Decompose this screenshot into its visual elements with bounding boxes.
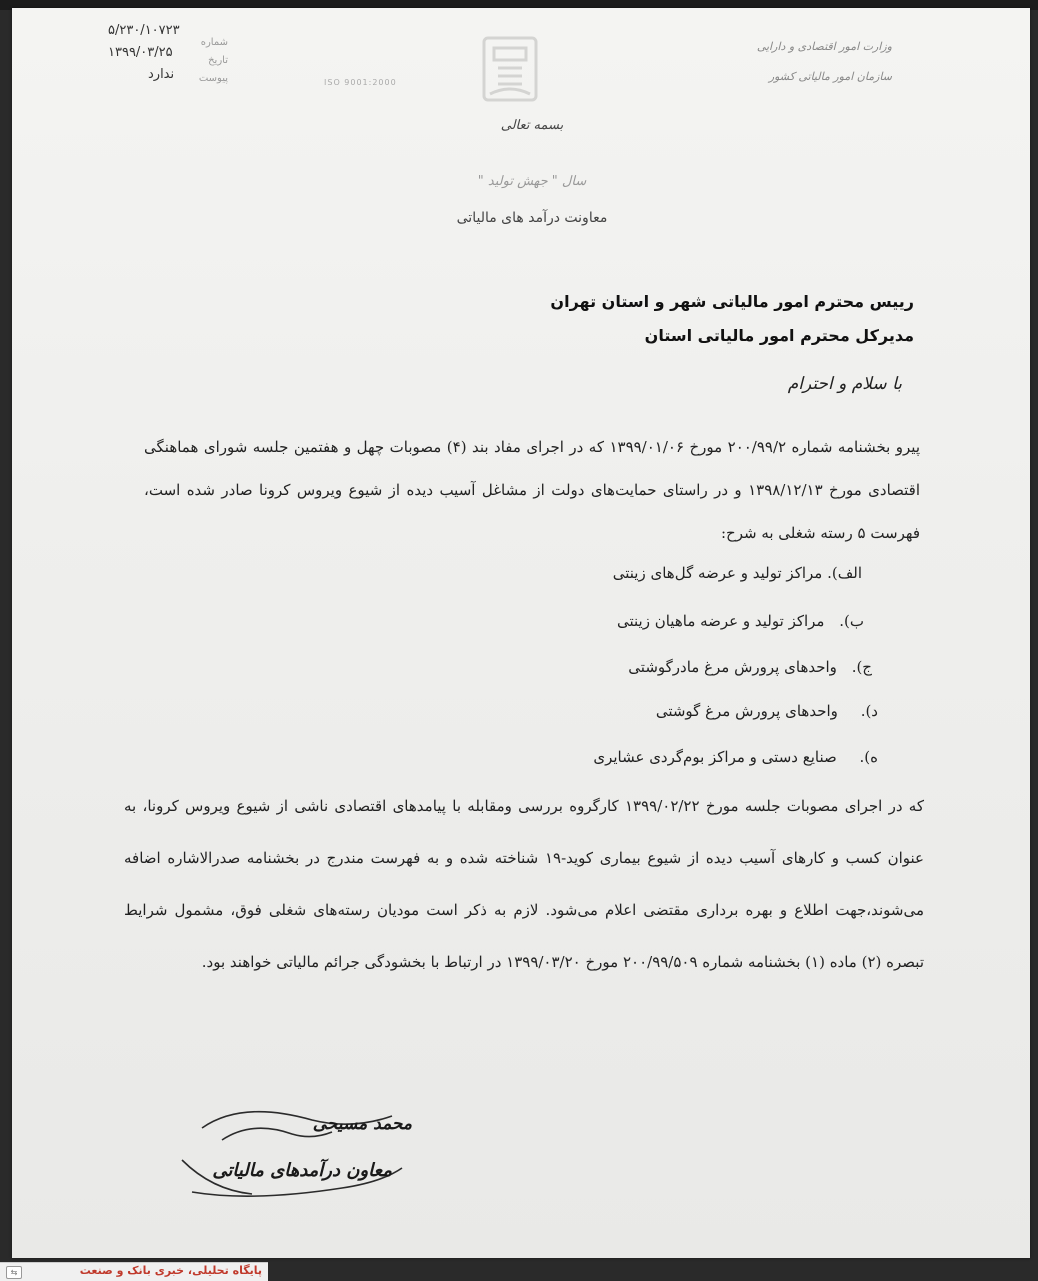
invocation: بسمه تعالی [500, 118, 564, 133]
letter-page [12, 8, 1030, 1258]
list-text: صنایع دستی و مراکز بوم‌گردی عشایری [593, 748, 837, 766]
list-item [552, 702, 878, 720]
emblem-icon [474, 28, 546, 108]
letter-attachment: ندارد [148, 67, 175, 82]
greeting: با سلام و احترام [787, 374, 902, 394]
list-marker: ب). [839, 612, 864, 630]
label-date: تاریخ [208, 55, 228, 66]
link-icon: ⇆ [6, 1266, 22, 1279]
signatory-title: معاون درآمدهای مالیاتی [212, 1160, 392, 1181]
list-text: مراکز تولید و عرضه گل‌های زینتی [612, 564, 823, 582]
source-footer [0, 1262, 268, 1281]
list-marker: ه). [859, 748, 878, 766]
recipient-2: مدیرکل محترم امور مالیاتی استان [644, 326, 914, 345]
meta-labels [198, 34, 228, 88]
letter-number: ۵/۲۳۰/۱۰۷۲۳ [108, 23, 180, 38]
recipient-1: رییس محترم امور مالیاتی شهر و استان تهران [550, 292, 914, 311]
label-attachment: پیوست [198, 73, 228, 84]
label-number: شماره [200, 37, 228, 48]
list-item [552, 748, 878, 766]
paragraph-2: که در اجرای مصوبات جلسه مورخ ۱۳۹۹/۰۲/۲۲ کارگروه بررسی ومقابله با پیامدهای اقتصادی ناشی از شیوع ویروس کرونا، به عنوان کسب و کارهای آسیب دیده از شیوع بیماری کوید-۱۹ شناخته شده و به فهرست مندرج در بخشنامه صدرالاشاره اضافه می‌شوند،جهت اطلاع و بهره برداری مقتضی اعلام می‌شود. لازم به ذکر است مودیان رسته‌های شغلی فوق، مشمول شرایط تبصره (۲) ماده (۱) بخشنامه شماره ۲۰۰/۹۹/۵۰۹ مورخ ۱۳۹۹/۰۳/۲۰ در ارتباط با بخشودگی جرائم مالیاتی خواهند بود. [124, 797, 924, 971]
ministry-line2: سازمان امور مالیاتی کشور [768, 70, 892, 83]
year-slogan: سال " جهش تولید " [477, 174, 587, 189]
list-text: واحدهای پرورش مرغ مادرگوشتی [628, 658, 837, 676]
letter-date: ۱۳۹۹/۰۳/۲۵ [108, 45, 173, 60]
paragraph-1: پیرو بخشنامه شماره ۲۰۰/۹۹/۲ مورخ ۱۳۹۹/۰۱/۰۶ که در اجرای مفاد بند (۴) مصوبات چهل و هفتمین جلسه شورای هماهنگی اقتصادی مورخ ۱۳۹۸/۱۲/۱۳ و در راستای حمایت‌های دولت از مشاغل آسیب دیده از شیوع ویروس کرونا صادر شده است، فهرست ۵ رسته شغلی به شرح: [144, 438, 921, 542]
signatory-name: محمد مسیحی [312, 1114, 412, 1134]
list-item [552, 658, 872, 676]
iso-mark: ISO 9001:2000 [324, 78, 397, 87]
list-item [552, 612, 864, 630]
list-item [552, 564, 862, 582]
list-marker: د). [860, 702, 878, 720]
source-text: پایگاه تحلیلی، خبری بانک و صنعت [79, 1264, 262, 1277]
list-text: واحدهای پرورش مرغ گوشتی [655, 702, 838, 720]
ministry-line1: وزارت امور اقتصادی و دارایی [756, 40, 892, 53]
list-marker: ج). [851, 658, 872, 676]
ministry-header [712, 32, 892, 92]
department: معاونت درآمد های مالیاتی [456, 210, 608, 226]
list-text: مراکز تولید و عرضه ماهیان زینتی [616, 612, 825, 630]
list-marker: الف). [827, 564, 862, 582]
